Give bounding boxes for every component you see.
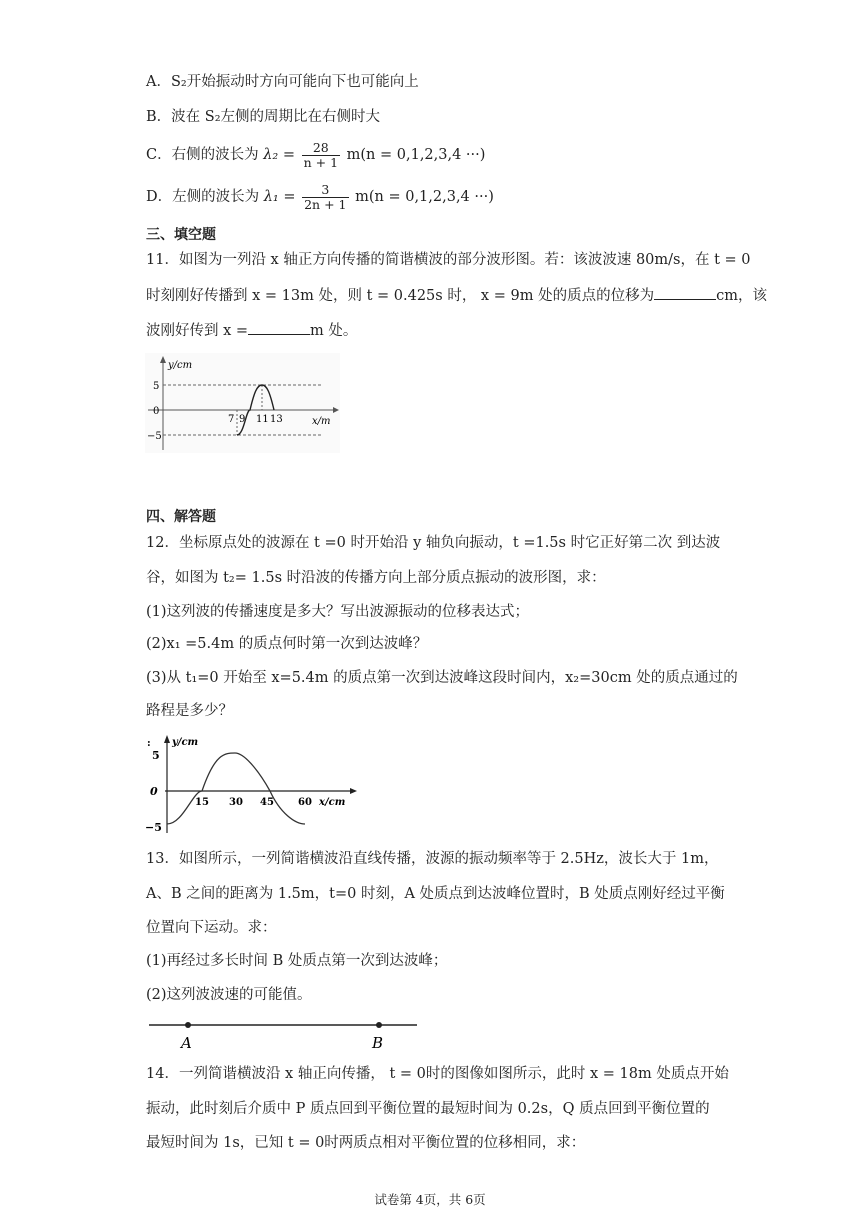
q13-label-b: B — [372, 1034, 384, 1052]
q12-part3a: (3)从 t₁=0 开始至 x=5.4m 的质点第一次到达波峰这段时间内，x₂=30cm 处的质点通过的 — [146, 670, 738, 686]
q14-line3: 最短时间为 1s，已知 t = 0时两质点相对平衡位置的位移相同，求： — [146, 1135, 586, 1151]
q12-line1: 12．坐标原点处的波源在 t =0 时开始沿 y 轴负向振动，t =1.5s 时它正好第二次 到达波 — [146, 535, 721, 551]
q13-line1: 13．如图所示，一列简谐横波沿直线传播，波源的振动频率等于 2.5Hz，波长大于 1m， — [146, 851, 719, 867]
option-b: B．波在 S₂左侧的周期比在右侧时大 — [146, 109, 381, 125]
q12-wave-figure — [145, 733, 360, 835]
q14-line2: 振动，此时刻后介质中 P 质点回到平衡位置的最短时间为 0.2s，Q 质点回到平衡位置的 — [146, 1101, 710, 1117]
q11-line3b: m 处。 — [310, 323, 358, 339]
q11-line1: 11．如图为一列沿 x 轴正方向传播的简谐横波的部分波形图。若：该波波速 80m/s，在 t = 0 — [146, 252, 751, 268]
option-d-den: 2n + 1 — [304, 196, 347, 212]
q11-line2a: 时刻刚好传播到 x = 13m 处，则 t = 0.425s 时， x = 9m 处的质点的位移为 — [146, 288, 655, 304]
q11-line3 — [146, 320, 357, 341]
q12-y-zero: 0 — [150, 785, 158, 798]
q12-y-bottom: −5 — [145, 821, 162, 834]
q11-line3a: 波刚好传到 x = — [146, 323, 249, 339]
q11-xtick-9: 9 — [239, 414, 246, 425]
q12-part3b: 路程是多少？ — [146, 703, 233, 719]
q12-xtick-45: 45 — [260, 797, 274, 808]
option-c-num: 28 — [302, 141, 340, 156]
q12-wave-curve — [167, 753, 305, 824]
q13-point-a — [185, 1022, 191, 1028]
option-c-lambda: λ₂ = — [263, 147, 295, 163]
q11-blank-1[interactable] — [654, 285, 716, 300]
option-c-prefix: C．右侧的波长为 — [146, 147, 259, 163]
q12-xlabel: x/cm — [319, 797, 346, 808]
q12-xtick-60: 60 — [298, 797, 312, 808]
q11-xtick-7: 7 — [228, 414, 235, 425]
q12-x-arrow — [350, 788, 357, 794]
q12-xtick-15: 15 — [195, 797, 209, 808]
page-footer: 试卷第 4页，共 6页 — [374, 1192, 486, 1207]
option-d-suffix: m(n = 0,1,2,3,4 ···) — [355, 189, 494, 205]
section-heading-answer: 四、解答题 — [146, 509, 216, 525]
option-c-fraction — [302, 141, 340, 170]
option-c-den: n + 1 — [303, 154, 339, 170]
option-d — [146, 181, 494, 213]
q12-part2: (2)x₁ =5.4m 的质点何时第一次到达波峰？ — [146, 636, 428, 652]
q11-ylabel: y/cm — [168, 360, 193, 371]
q11-line2 — [146, 285, 767, 306]
q13-label-a: A — [181, 1034, 192, 1052]
option-d-prefix: D．左侧的波长为 — [146, 189, 260, 205]
q13-part1: (1)再经过多长时间 B 处质点第一次到达波峰； — [146, 953, 448, 969]
option-d-fraction — [302, 183, 348, 212]
q11-y-bottom: −5 — [147, 431, 162, 442]
q11-blank-2[interactable] — [248, 320, 310, 335]
q11-wave-figure — [145, 353, 340, 453]
q12-line2: 谷，如图为 t₂= 1.5s 时沿波的传播方向上部分质点振动的波形图，求： — [146, 570, 606, 586]
q12-xtick-30: 30 — [229, 797, 243, 808]
q12-y-top: 5 — [152, 749, 160, 762]
q13-line2: A、B 之间的距离为 1.5m，t=0 时刻，A 处质点到达波峰位置时，B 处质点刚好经过平衡 — [146, 886, 725, 902]
q11-y-zero: 0 — [153, 406, 160, 417]
q14-line1: 14．一列简谐横波沿 x 轴正向传播， t = 0时的图像如图所示，此时 x = 18m 处质点开始 — [146, 1066, 729, 1082]
q13-line-figure — [145, 1015, 425, 1055]
q13-line3: 位置向下运动。求： — [146, 920, 277, 936]
q13-part2: (2)这列波波速的可能值。 — [146, 987, 312, 1003]
q12-y-arrow — [164, 735, 170, 743]
option-d-lambda: λ₁ = — [263, 189, 296, 205]
option-c-suffix: m(n = 0,1,2,3,4 ···) — [346, 147, 486, 163]
q12-colon: : — [147, 738, 151, 749]
q11-line2b: cm，该 — [716, 288, 767, 304]
option-c — [146, 139, 485, 171]
q11-xtick-11: 11 — [256, 414, 269, 425]
q11-y-top: 5 — [153, 381, 160, 392]
q13-point-b — [376, 1022, 382, 1028]
q11-xtick-13: 13 — [270, 414, 283, 425]
option-a: A．S₂开始振动时方向可能向下也可能向上 — [146, 74, 419, 90]
q12-part1: (1)这列波的传播速度是多大？写出波源振动的位移表达式； — [146, 604, 530, 620]
q11-xlabel: x/m — [312, 416, 331, 427]
option-d-num: 3 — [302, 183, 348, 198]
section-heading-fill-in: 三、填空题 — [146, 227, 216, 243]
q12-ylabel: y/cm — [172, 737, 199, 748]
